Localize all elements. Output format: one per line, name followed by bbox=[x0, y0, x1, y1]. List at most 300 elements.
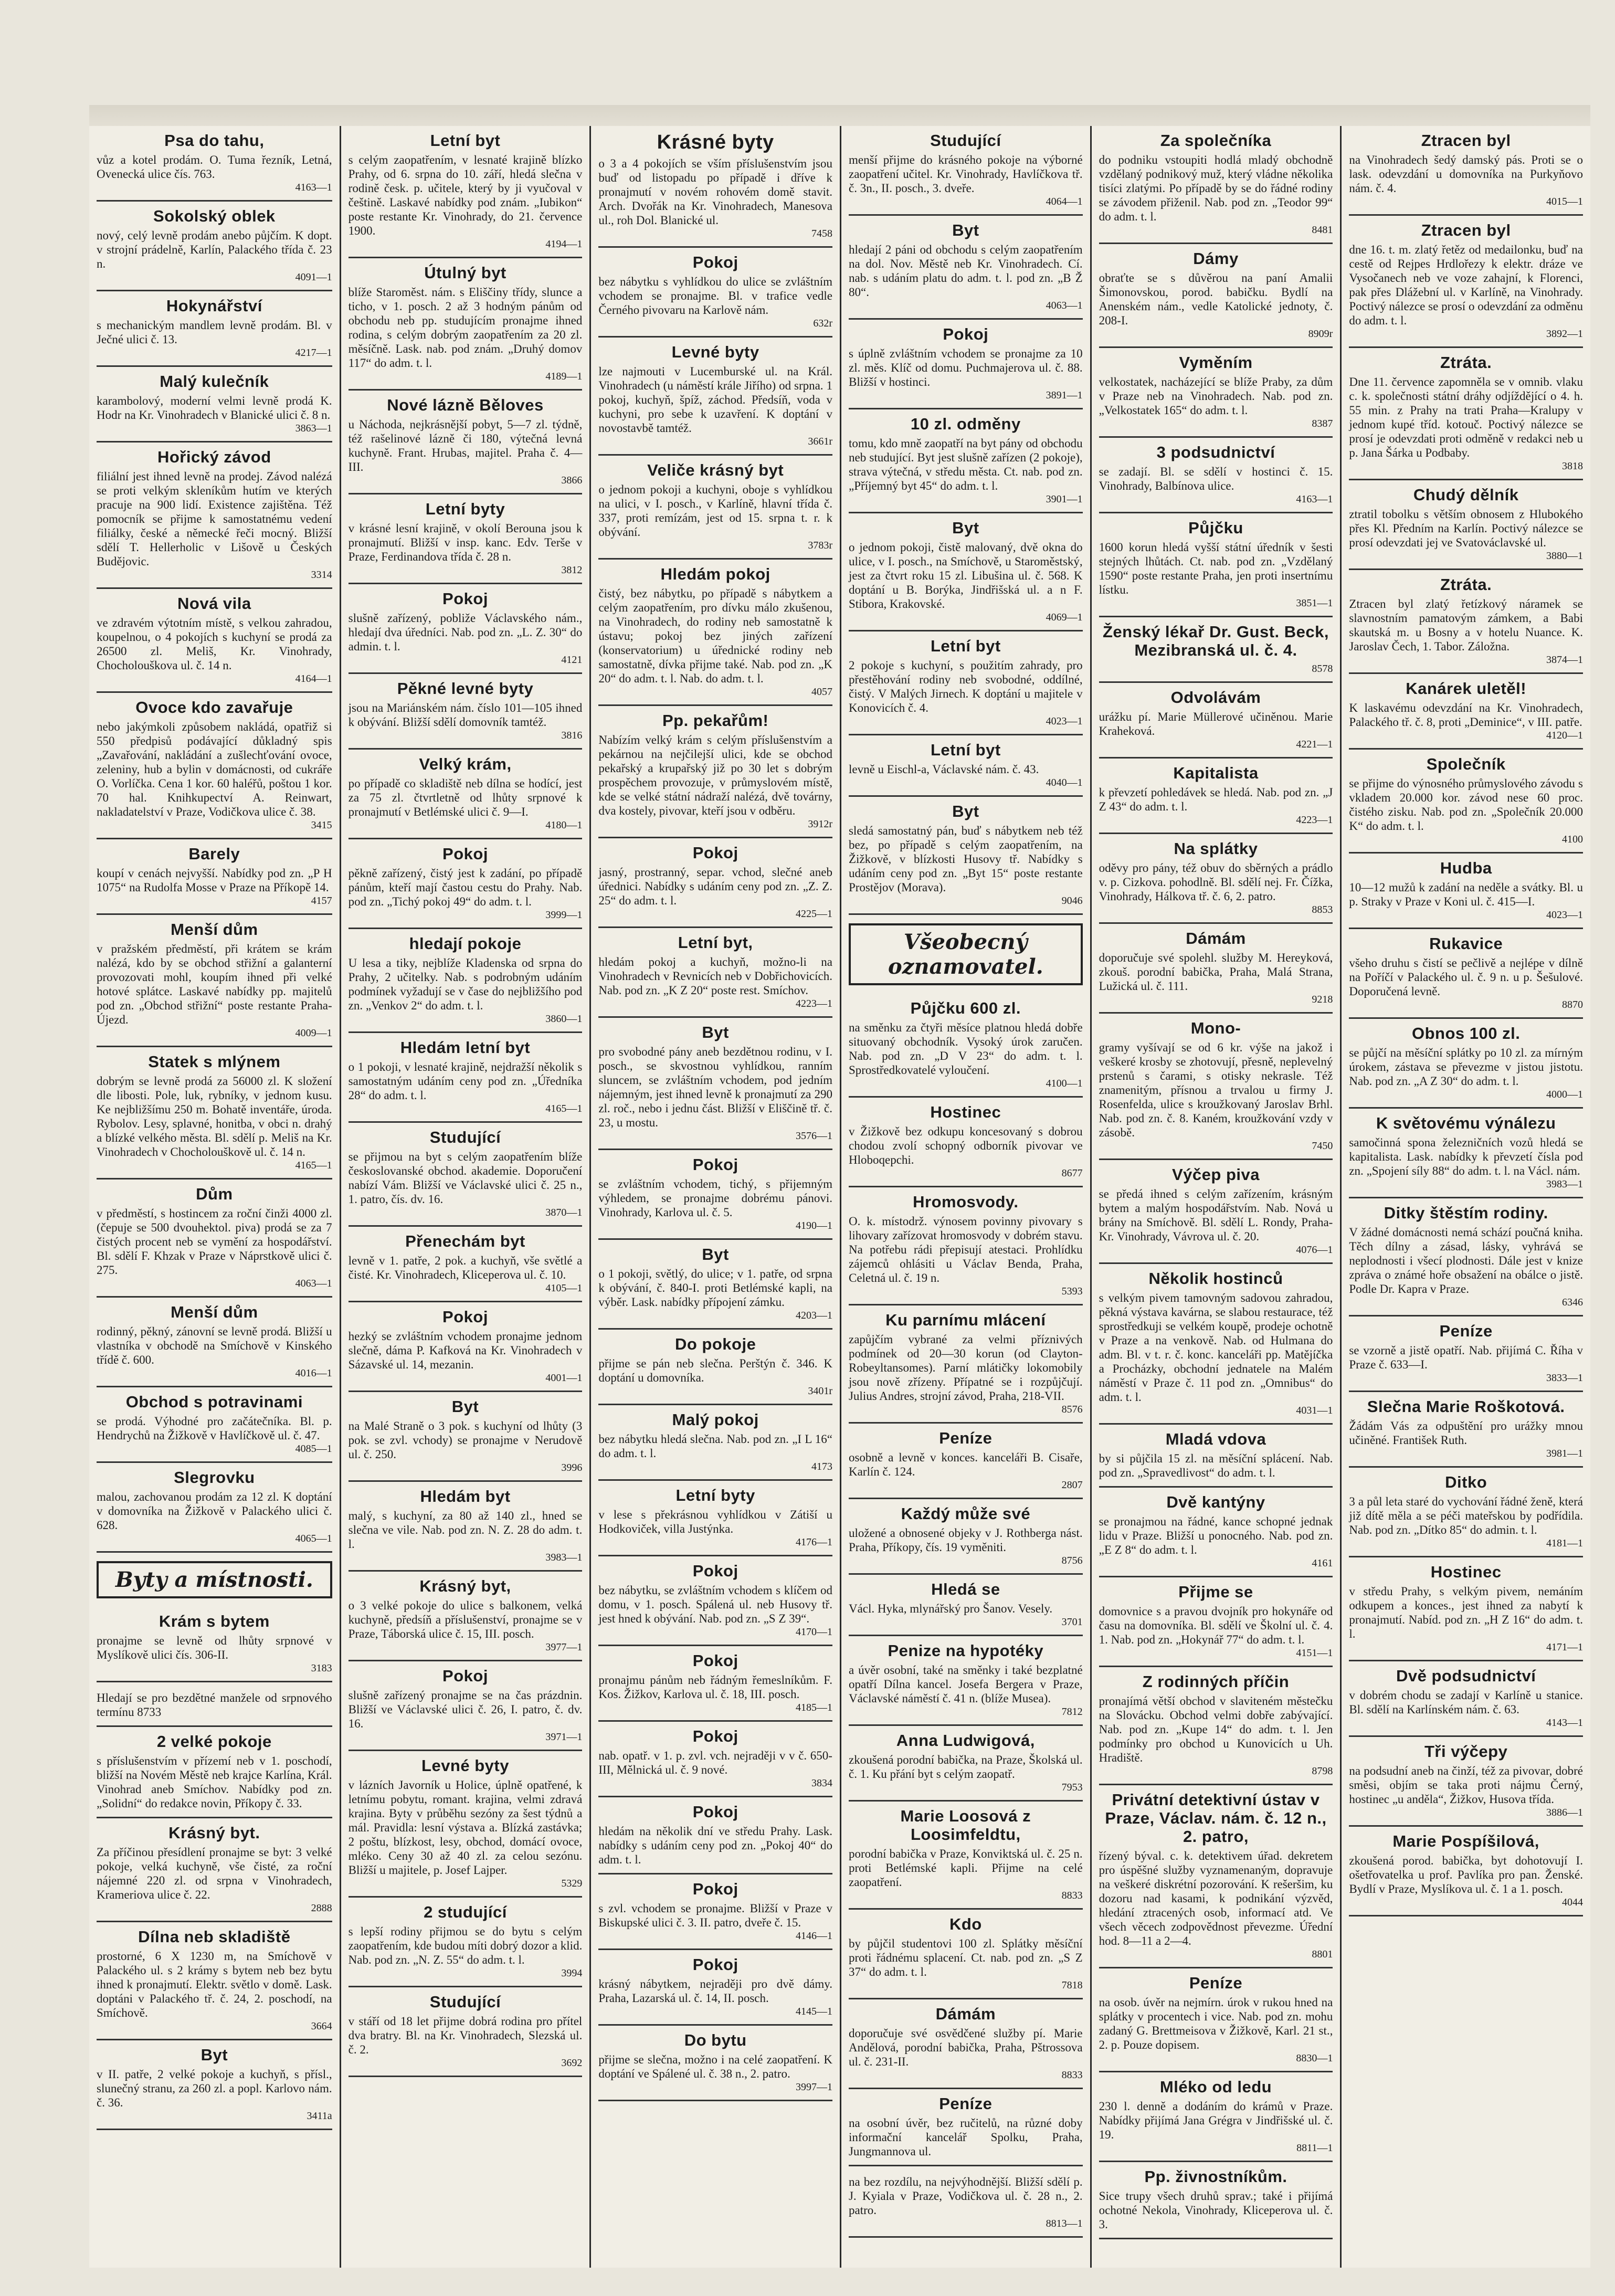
ad-text: o jednom pokoji a kuchyni, oboje s vyhlídkou na ulici, v I. posch., v Karlíně, hlavní třída č. 337, proti remízám, jest od 15. srpna t. r. k obývání. bbox=[598, 483, 832, 539]
ad-title: Levné byty bbox=[421, 1756, 509, 1775]
ad-title: Přenechám byt bbox=[405, 1232, 525, 1250]
ad-title: Chudý dělník bbox=[1413, 486, 1519, 504]
ad bbox=[1099, 1968, 1333, 2072]
ad-text: hezký se zvláštním vchodem pronajme jednom slečně, dáma P. Kafková na Kr. Vinohradech v Sázavské ul. 14, mezanin. bbox=[348, 1330, 583, 1371]
ad-text: U lesa a tiky, nejblíže Kladenska od srpna do Prahy, 2 učitelky. Nab. s podrobným udáním podmínek vyžadují se v čase do nejbližšího pod zn. „Venkov 2“ do adm. t. l. bbox=[348, 956, 583, 1012]
ad bbox=[849, 994, 1083, 1098]
ad-text: o 3 a 4 pokojích se vším příslušenstvím jsou buď od listopadu po případě i dříve k pronajmutí v novém rohovém domě stavit. Arch. Dvořák na Kr. Vinohradech, Manesova ul., roh Dol. Blanické ul. bbox=[598, 157, 832, 227]
ad-code: 4189—1 bbox=[545, 371, 583, 382]
ad-title: Pokoj bbox=[692, 1880, 738, 1898]
ad-code: 4203—1 bbox=[795, 1310, 832, 1321]
ad-code: 3411a bbox=[307, 2110, 332, 2122]
ad-title: 2 velké pokoje bbox=[156, 1732, 272, 1751]
ad-code: 3880—1 bbox=[1546, 550, 1583, 562]
ad-title: Dům bbox=[196, 1185, 233, 1203]
ad bbox=[1099, 1425, 1333, 1488]
ad-code: 8833 bbox=[1061, 1890, 1083, 1901]
ad-title: Menší dům bbox=[171, 920, 258, 939]
ad-code: 4023—1 bbox=[1046, 715, 1083, 727]
ad-text: s úplně zvláštním vchodem se pronajme za 10 zl. měs. Klíč od domu. Puchmajerova ul. č. 88. Bližší v hostinci. bbox=[848, 347, 1083, 388]
column-6 bbox=[1340, 126, 1590, 2268]
ad bbox=[849, 216, 1083, 320]
ad-title: Byt bbox=[952, 802, 979, 820]
ad-text: s velkým pivem tamovným sadovou zahradou, pěkná výstava kavárna, se slabou restaurace, též sprostředkuji se velkém koupě, prodeje ochotně v Praze a na venkově. Nab. od Hulmana do adm. Bl. v t. r. č. konc. kanceláři pp. Matějíčka a Procházky, obchodní jednatele na Malém náměstí v Praze č. 11 pod zn. „Omnibus“ do adm. t. l. bbox=[1099, 1291, 1333, 1404]
ad-title: Kanárek uletěl! bbox=[1406, 679, 1527, 698]
ad-text: vůz a kotel prodám. O. Tuma řezník, Letná, Ovenecká ulice čís. 763. bbox=[97, 153, 332, 181]
ad-code: 8798 bbox=[1312, 1765, 1333, 1777]
ad bbox=[97, 1463, 332, 1553]
ad-code: 8756 bbox=[1061, 1555, 1083, 1566]
ad-code: 8481 bbox=[1312, 224, 1333, 236]
ad-title: Společník bbox=[1426, 755, 1506, 773]
ad bbox=[849, 513, 1083, 631]
ad-code: 8578 bbox=[1312, 663, 1333, 675]
ad-code: 4065—1 bbox=[295, 1533, 332, 1544]
ad bbox=[1349, 126, 1583, 216]
ad-title: Velký krám, bbox=[419, 755, 512, 773]
ad-text: na směnku za čtyři měsíce platnou hledá dobře situovaný obchodník. Vysoký úrok zaručen. Nab. pod zn. „D V 23“ do adm. t. l. Sprostředkovatelé vyloučení. bbox=[848, 1021, 1083, 1077]
ad-title: Letní byt bbox=[930, 741, 1001, 759]
ad-text: Za příčinou přesídlení pronajme se byt: 3 velké pokoje, velká kuchyně, vše čisté, za roční nájemné 220 zl. od srpna v Vinohradech, Krameriova ulice č. 22. bbox=[97, 1846, 332, 1901]
ad bbox=[598, 1018, 832, 1150]
ad-text: se půjčí na měsíční splátky po 10 zl. za mírným úrokem, zástava se převezme v jistou jistotu. Nab. pod zn. „A Z 30“ do adm. t. l. bbox=[1349, 1046, 1583, 1088]
ad bbox=[349, 1661, 583, 1751]
ad-text: pronajímá větší obchod v slaviteném městečku na Slovácku. Obchod velmi dobře zabývající. Nab. pod zn. „Kupe 14“ do adm. t. l. Jen podmínky pro obchod u Kunovicích u Uh. Hradiště. bbox=[1099, 1694, 1333, 1764]
ad bbox=[1349, 1827, 1583, 1916]
ad-title: 10 zl. odměny bbox=[910, 415, 1021, 433]
ad bbox=[1349, 480, 1583, 570]
ad-text: karambolový, moderní velmi levně prodá K. Hodr na Kr. Vinohradech v Blanické ulici č. 8 n. bbox=[97, 394, 332, 422]
ad-title: Hromosvody. bbox=[913, 1193, 1019, 1211]
ad-text: bez nábytku, se zvláštním vchodem s klíčem od domu, v 1. posch. Spálená ul. neb Husovy tř. jest hned k obývání. Nab. pod zn. „S Z 39“. bbox=[598, 1584, 832, 1625]
ad bbox=[1349, 1316, 1583, 1392]
ad-title: Výčep piva bbox=[1172, 1165, 1260, 1184]
ad bbox=[1349, 1019, 1583, 1109]
ad-code: 2807 bbox=[1061, 1479, 1083, 1491]
ad-text: jasný, prostranný, separ. vchod, slečné aneb úřednici. Nabídky s udáním ceny pod zn. „Z. Z. 25“ do adm. t. l. bbox=[598, 866, 832, 907]
ad-text: pro svobodné pány aneb bezdětnou rodinu, v I. posch., se skvostnou vyhlídkou, ranním sluncem, se zvláštním vchodem, pod jedním nájemným, jest ihned levně k pronajmutí za 290 zl. roč., nebo i jednu část. Bližší v Eliščině tř. č. 23, u mostu. bbox=[598, 1045, 832, 1129]
ad-title: Byt bbox=[702, 1245, 729, 1263]
ad-text: nový, celý levně prodám anebo půjčím. K dopt. v strojní prádelně, Karlín, Palackého třída č. 23 n. bbox=[97, 229, 332, 270]
ad-text: přijme se slečna, možno i na celé zaopatření. K doptání ve Spálené ul. č. 38 n., 2. patro. bbox=[598, 2053, 832, 2080]
ad-text: oděvy pro pány, též obuv do sběrných a prádlo v. p. Cizkova. pohodlně. Bl. sdělí nej. Fr. Čížka, Vinohrady, Hálkova tř. č. 6, 2. patro. bbox=[1099, 861, 1333, 903]
ad bbox=[598, 2026, 832, 2101]
ad-text: řízený býval. c. k. detektivem úřad. dekretem pro úspěšné služby vyznamenaným, dopravuje na veškeré diskrétní pozorování. K rešeršim, ku dozoru nad kasami, k podnikání výzvěd, hledání ztracených osob, informací atd. Ve všech věcech zodpovědnost převezme. Úřední hod. 8—11 a 2—4. bbox=[1099, 1849, 1333, 1947]
ad-code: 8677 bbox=[1061, 1167, 1083, 1179]
ad-title: Mladá vdova bbox=[1165, 1430, 1266, 1448]
ad-code: 4057 bbox=[811, 686, 832, 698]
ad-title: Byt bbox=[952, 519, 979, 537]
ad-title: Za společníka bbox=[1160, 131, 1272, 150]
ad bbox=[349, 750, 583, 839]
ad-text: malý, s kuchyní, za 80 až 140 zl., hned se slečna ve vile. Nab. pod zn. N. Z. 28 do adm. t. l. bbox=[348, 1509, 583, 1551]
ad-code: 4157 bbox=[311, 895, 332, 907]
ad-code: 3983—1 bbox=[1546, 1178, 1583, 1190]
ad-title: Pokoj bbox=[442, 1667, 488, 1685]
ad bbox=[97, 367, 332, 443]
ad bbox=[849, 1575, 1083, 1636]
ad-code: 4105—1 bbox=[545, 1282, 583, 1294]
ad-text: čistý, bez nábytku, po případě s nábytkem a celým zaopatřením, pro dívku málo zkušenou, na Vinohradech, do rodiny neb samostatně k ústavu; pokoj bez jiných zařízení (konservatorium) u úřednické rodiny neb samostatně, dívka přijme také. Nab. pod zn. „K 20“ do adm. t. l. Nab. do adm. t. l. bbox=[598, 587, 832, 685]
ad bbox=[849, 320, 1083, 409]
ad bbox=[97, 126, 332, 202]
ad-text: v krásné lesní krajině, v okolí Berouna jsou k pronajmutí. Bližší v insp. kanc. Edv. Terše v Praze, Ferdinandova třída č. 28 n. bbox=[348, 522, 583, 563]
ad-title: Půjčku bbox=[1188, 519, 1243, 537]
ad-title: Pěkné levné byty bbox=[397, 679, 534, 698]
ad-title: Letní byt bbox=[930, 637, 1001, 655]
ad-code: 4223—1 bbox=[795, 998, 832, 1009]
ad-title: Malý kulečník bbox=[160, 372, 269, 391]
ad-code: 8387 bbox=[1312, 418, 1333, 429]
ad-code: 4023—1 bbox=[1546, 909, 1583, 921]
ad-code: 4181—1 bbox=[1546, 1537, 1583, 1549]
ad bbox=[349, 258, 583, 391]
ad-title: Přijme se bbox=[1178, 1583, 1253, 1601]
ad-title: Peníze bbox=[1439, 1322, 1493, 1340]
ad-text: v lázních Javorník u Holice, úplně opatřené, k letnímu pobytu, romant. krajina, velmi zdravá krajina. Byty v průběhu sezóny za šest týdnů a mál. Pravidla: lesní výstava a. Blízká zastávka; 2 poštu, blízkost, lesy, obchod, domácí ovoce, mléko. Ceny 30 až 40 zl. za celou sezónu. Bližší u majitele, p. Josef Lajper. bbox=[348, 1778, 583, 1877]
ad-title: Veliče krásný byt bbox=[647, 461, 784, 479]
ad-text: dobrým se levně prodá za 56000 zl. K složení dle libosti. Pole, luk, rybníky, v jednom kusu. Ke nejbližšímu 250 m. Bohatě inventáře, úroda. Rybolov. Lesy, splavné, honitba, v obci n. drahý a blízké velkého města. Bl. sdělí p. Meliš na Kr. Vinohradech v Chocholouškově ul. č. 14 n. bbox=[97, 1075, 332, 1158]
ad-code: 3870—1 bbox=[545, 1207, 583, 1218]
ad-text: na osob. úvěr na nejmírn. úrok v rukou hned na splátky v procentech i vice. Nab. pod zn. mohu zadaný G. Brettmeisova v Žižkově, Karl. 21 st., 2. p. Pouze dopisem. bbox=[1099, 1996, 1333, 2051]
ad-text: koupí v cenách nejvyšší. Nabídky pod zn. „P H 1075“ na Rudolfa Mosse v Praze na Příkopě 14. bbox=[97, 867, 332, 894]
ad-title: Hostinec bbox=[1430, 1563, 1502, 1581]
ad-code: 4063—1 bbox=[295, 1278, 332, 1289]
ad-text: v pražském předměstí, při krátem se krám nalézá, kdo by se obchod střižní a galanterní provozovati mohl, koupím ihned při velké hotové splátce. Laskavé nabídky pp. majitelů pod zn. „Obchod střižní“ poste restante Praha-Újezd. bbox=[97, 942, 332, 1026]
ad-code: 8870 bbox=[1561, 999, 1583, 1010]
ad bbox=[598, 1797, 832, 1874]
ad-title: Anna Ludwigová, bbox=[896, 1731, 1035, 1750]
ad-text: gramy vyšívají se od 6 kr. výše na jakož i veškeré krosby se zhotovují, přesně, neplevelný prstenů s čarami, s otisky nekrasle. Též znamenitým, přísnou a trvalou u firmy J. Rosenfelda, ulice s kroužkovaný Jaroslav Brhl. Nab. pod zn. č. 8. Kaném, kroužkování vzdy v zásobě. bbox=[1099, 1041, 1333, 1139]
ad bbox=[97, 443, 332, 589]
ad-text: domovnice s a pravou dvojník pro hokynáře od času na domovníka. Bl. sdělí ve Školní ul. č. 4. 1. Nab. pod zn. „Hokynář 77“ do adm. t. l. bbox=[1099, 1605, 1333, 1646]
ad-title: Marie Pospíšilová, bbox=[1392, 1832, 1539, 1850]
ad-text: Dne 11. července zapomněla se v omnib. vlaku c. k. společnosti státní dráhy odjíždějící o 4. h. 55 min. z Prahy na trati Praha—Kralupy v jednom kupé tříd. kotouč. Poctivý nálezce se prosí je odevzdati proti odměně v redakci neb u p. Jana Šárka u Podbaby. bbox=[1349, 375, 1583, 459]
ad-text: po případě co skladiště neb dílna se hodící, jest za 75 zl. čtvrtletně od lhůty srpnové k pronajmutí v Betlémské ulici č. 9—I. bbox=[348, 777, 583, 818]
ad bbox=[598, 1481, 832, 1556]
ad-code: 4063—1 bbox=[1046, 300, 1083, 311]
ad-title: Pokoj bbox=[442, 589, 488, 608]
ad-code: 4165—1 bbox=[295, 1160, 332, 1171]
ad-code: 8811—1 bbox=[1296, 2142, 1333, 2154]
ad bbox=[849, 631, 1083, 735]
ad-text: o 1 pokoji, v lesnaté krajině, nejdražší několik s samostatným udáním ceny pod zn. „Úředníka 28“ do adm. t. l. bbox=[348, 1060, 583, 1102]
ad-title: Hledám letní byt bbox=[400, 1038, 531, 1057]
ad-title: Dámy bbox=[1193, 249, 1239, 268]
ad-code: 4040—1 bbox=[1046, 777, 1083, 788]
ad bbox=[849, 1098, 1083, 1187]
ad-code: 9218 bbox=[1312, 994, 1333, 1005]
ad-title: Menší dům bbox=[171, 1303, 258, 1321]
ad bbox=[1349, 674, 1583, 750]
ad bbox=[1349, 750, 1583, 854]
ad bbox=[97, 693, 332, 839]
ad-text: se zvláštním vchodem, tichý, s přijemným výhledem, se pronajme dobrému pánovi. Vinohrady, Karlova ul. č. 5. bbox=[598, 1177, 832, 1219]
ad-text: doporučuje své osvědčené služby pí. Marie Andělová, porodní babička, Praha, Pštrossova ul. č. 231-II. bbox=[848, 2027, 1083, 2068]
ad-title: Psa do tahu, bbox=[164, 131, 265, 150]
ad bbox=[349, 1033, 583, 1123]
ad bbox=[849, 409, 1083, 513]
ad-title: Rukavice bbox=[1429, 934, 1503, 953]
ad-text: se prodá. Výhodné pro začátečníka. Bl. p. Hendrychů na Žižkově v Havlíčkově ul. č. 47. bbox=[97, 1415, 332, 1442]
ad bbox=[849, 1636, 1083, 1726]
ad bbox=[349, 839, 583, 929]
ad-title: Letní byty bbox=[675, 1486, 755, 1504]
ad bbox=[97, 839, 332, 915]
ad-code: 4120—1 bbox=[1546, 730, 1583, 741]
ad-title: Několik hostinců bbox=[1148, 1269, 1283, 1288]
ad bbox=[598, 706, 832, 838]
ad-title: Peníze bbox=[939, 1429, 993, 1447]
ad-text: 230 l. denně a dodáním do krámů v Praze. Nabídky přijímá Jana Grégra v Jindřišské ul. č. 19. bbox=[1099, 2100, 1333, 2141]
ad bbox=[1349, 216, 1583, 348]
ad bbox=[849, 1999, 1083, 2089]
ad-text: doporučuje své spolehl. služby M. Hereyková, zkouš. porodní babička, Praha, Malá Strana, Lužická ul. č. 111. bbox=[1099, 951, 1333, 993]
ad-title: Ztracen byl bbox=[1421, 131, 1511, 150]
ad-text: k převzetí pohledávek se hledá. Nab. pod zn. „J Z 43“ do adm. t. l. bbox=[1099, 786, 1333, 813]
ad bbox=[849, 1305, 1083, 1424]
ad-code: 4225—1 bbox=[795, 908, 832, 920]
ad-code: 7458 bbox=[811, 228, 832, 239]
ad bbox=[1349, 854, 1583, 929]
ad-text: ztratil tobolku s větším obnosem z Hlubokého přes Kl. Předním na Karlín. Poctivý nálezce se prosí odevzdati jej ve Svatováclavské ul. bbox=[1349, 508, 1583, 549]
ad-text: sledá samostatný pán, buď s nábytkem neb též bez, po případě s celým zaopatřením, na Žižkově, v blízkosti Husovy tř. Nabídky s udáním ceny pod zn. „Byt 15“ poste restante Prostějov (Morava). bbox=[848, 824, 1083, 894]
ad-code: 3183 bbox=[311, 1662, 332, 1674]
ad-text: s celým zaopatřením, v lesnaté krajině blízko Prahy, od 6. srpna do 10. září, hledá slečna v rodině česk. p. učitele, který by ji vyučoval v češtině. Laskavé nabídky pod znám. „Iubikon“ poste restante Kr. Vinohrady, do 21. července 1900. bbox=[348, 153, 583, 237]
ad-title: Hudba bbox=[1440, 859, 1492, 877]
ad bbox=[1349, 1468, 1583, 1557]
ad-text: pronajme se levně od lhůty srpnové v Myslíkově ulici čís. 306-II. bbox=[97, 1634, 332, 1661]
ad bbox=[349, 1227, 583, 1302]
ad-code: 3983—1 bbox=[545, 1552, 583, 1563]
ad bbox=[598, 838, 832, 928]
ad-code: 3892—1 bbox=[1546, 328, 1583, 340]
ad-text: K laskavému odevzdání na Kr. Vinohradech, Palackého tř. č. 8, proti „Deminice“, v III. patře. bbox=[1349, 701, 1583, 729]
ad bbox=[598, 928, 832, 1018]
ad-title: Byt bbox=[702, 1023, 729, 1041]
ad-title: Do bytu bbox=[684, 2031, 747, 2049]
ad bbox=[598, 338, 832, 456]
ad-code: 4223—1 bbox=[1296, 814, 1333, 826]
ad-text: Sice trupy všech druhů sprav.; také i přijímá ochotné Nekola, Vinohrady, Kliceperova ul. č. 3. bbox=[1099, 2189, 1333, 2231]
ad-code: 3415 bbox=[311, 819, 332, 831]
ad-text: na podsudní aneb na činží, též za pivovar, dobré směsi, objím se taka proti nájmu Černý, hostinec „u anděla“, Žižkov, Husova třída. bbox=[1349, 1764, 1583, 1806]
ad-code: 4165—1 bbox=[545, 1103, 583, 1114]
ad-title: Letní byty bbox=[425, 500, 505, 518]
ad-code: 8853 bbox=[1312, 904, 1333, 915]
ad bbox=[97, 291, 332, 367]
ad bbox=[349, 494, 583, 584]
ad bbox=[598, 1240, 832, 1330]
ad-text: menší přijme do krásného pokoje na výborné zaopatření učitel. Kr. Vinohrady, Havlíčkova tř. č. 3n., II. posch., 3. dveře. bbox=[848, 153, 1083, 195]
ad-code: 4085—1 bbox=[295, 1443, 332, 1455]
ad-text: levně u Eischl-a, Václavské nám. č. 43. bbox=[848, 763, 1039, 776]
section-banner: Všeobecný oznamovatel. bbox=[849, 923, 1083, 985]
column-3 bbox=[589, 126, 840, 2268]
ad-text: v dobrém chodu se zadají v Karlíně u stanice. Bl. sdělí na Karlínském nám. č. 63. bbox=[1349, 1689, 1583, 1716]
ad-title: Malý pokoj bbox=[672, 1410, 759, 1429]
ad-code: 3997—1 bbox=[795, 2081, 832, 2093]
ad-text: ve zdravém výtotním místě, s velkou zahradou, koupelnou, o 4 pokojích s kuchyní se prodá za 26500 zl. Meliš, Kr. Vinohrady, Chocholouškova ul. č. 14 n. bbox=[97, 616, 332, 672]
ad bbox=[349, 674, 583, 750]
classified-ads-page bbox=[89, 126, 1590, 2268]
ad-code: 8801 bbox=[1312, 1949, 1333, 1960]
ad-title: Hledám pokoj bbox=[660, 565, 770, 583]
ad bbox=[1349, 570, 1583, 674]
ad-title: Hledá se bbox=[931, 1580, 1000, 1598]
ad-title: Ztráta. bbox=[1440, 353, 1492, 372]
ad bbox=[1099, 924, 1333, 1014]
column-5 bbox=[1090, 126, 1340, 2268]
ad-code: 4069—1 bbox=[1046, 612, 1083, 623]
ad-code: 5393 bbox=[1061, 1286, 1083, 1297]
ad bbox=[97, 589, 332, 693]
ad-code: 3701 bbox=[1061, 1616, 1083, 1628]
ad bbox=[849, 1726, 1083, 1802]
ad bbox=[1099, 513, 1333, 617]
ad-code: 3783r bbox=[808, 540, 832, 551]
ad-code: 7812 bbox=[1061, 1706, 1083, 1718]
ad-text: bez nábytku s vyhlídkou do ulice se zvláštním vchodem se pronajme. Bl. v trafice vedle Černého pivovaru na Karlově nám. bbox=[598, 275, 832, 317]
ad bbox=[1099, 2162, 1333, 2239]
ad-text: velkostatek, nacházející se blíže Praby, za dům v Praze neb na Vinohradech. Nab. pod zn. „Velkostatek 165“ do adm. t. l. bbox=[1099, 375, 1333, 417]
ad-text: přijme se pán neb slečna. Perštýn č. 346. K doptání u domovníka. bbox=[598, 1357, 832, 1384]
ad-text: obraťte se s důvěrou na paní Amalii Šimonovskou, porod. babičku. Bydlí na Anenském nám., vedle Katolické jednoty, č. 208-I. bbox=[1099, 271, 1333, 327]
ad bbox=[849, 1187, 1083, 1305]
ad-text: O. k. místodrž. výnosem povinny pivovary s lihovary zařízovat hromosvody v dobrém stavu. Na potřebu rádi přepisují atestaci. Prohlídku zájemců ohlásiti u Václav Benda, Praha, Celetná ul. č. 19 n. bbox=[848, 1215, 1083, 1284]
ad-title: Dvě podsudnictví bbox=[1396, 1667, 1536, 1685]
ad-text: v II. patře, 2 velké pokoje a kuchyň, s přísl., slunečný stranu, za 260 zl. a popl. Karlovo nám. č. 36. bbox=[97, 2068, 332, 2109]
ad-title: Pp. živnostníkům. bbox=[1144, 2167, 1287, 2186]
ad-text: prostorné, 6 X 1230 m, na Smíchově v Palackého ul. s 2 krámy s bytem neb bez bytu ihned k pronajmutí. Elektr. světlo v domě. Lask. doptáni v Palackého tř. č. 24, 2. poschodí, na Smíchově. bbox=[97, 1950, 332, 2019]
ad-title: Hostinec bbox=[930, 1103, 1001, 1121]
ad bbox=[1349, 1198, 1583, 1316]
ad-text: s příslušenstvím v přízemí neb v 1. poschodí, bližší na Novém Městě neb krajce Karlína, Král. Vinohrad aneb Smíchov. Nabídky pod zn. „Solidní“ do redakce novin, Příkopy č. 33. bbox=[97, 1754, 332, 1810]
ad-text: blíže Staroměst. nám. s Eliščiny třídy, slunce a ticho, v 1. posch. 2 až 3 hodným pánům od obchodu neb pp. studujícím pronajme ihned rodina, s celým dobrým zaopatřením za 20 zl. měsíčně. Lask. nab. pod znám. „Druhý domov 117“ do adm. t. l. bbox=[348, 286, 583, 370]
ad-text: všeho druhu s čistí se pečlivě a nejlépe v dílně na Poříčí v Palackého ul. č. 9 n. u p. Šešulové. Doporučená levně. bbox=[1349, 956, 1583, 998]
ad bbox=[598, 1646, 832, 1722]
ad-text: se přijme do výnosného průmyslového závodu s vkladem 20.000 kor. závod nese 60 proc. čistého zisku. Nab. pod zn. „Společník 20.000 K“ do adm. t. l. bbox=[1349, 777, 1583, 833]
ad-code: 8833 bbox=[1061, 2069, 1083, 2081]
ad-title: 2 studující bbox=[424, 1903, 507, 1921]
ad-title: Krásný byt, bbox=[419, 1577, 511, 1595]
ad bbox=[598, 1405, 832, 1481]
ad-title: Dámám bbox=[935, 2005, 996, 2023]
ad bbox=[1099, 126, 1333, 244]
ad-text: o 3 velké pokoje do ulice s balkonem, velká kuchyně, předsíň a příslušenství, pronajme se v Praze, Táborská ulice č. 15, III. posch. bbox=[348, 1599, 583, 1640]
ad bbox=[349, 584, 583, 674]
ad bbox=[1349, 1661, 1583, 1737]
ad bbox=[97, 1922, 332, 2040]
ad bbox=[1099, 1488, 1333, 1577]
ad bbox=[849, 2166, 1083, 2238]
ad-title: Studující bbox=[429, 1128, 501, 1146]
ad-code: 4016—1 bbox=[295, 1367, 332, 1379]
ad-code: 3912r bbox=[808, 818, 832, 830]
ad bbox=[1099, 438, 1333, 513]
ad bbox=[849, 1424, 1083, 1499]
column-4 bbox=[840, 126, 1090, 2268]
ad-code: 4185—1 bbox=[795, 1702, 832, 1713]
ad-title: Ku parnímu mlácení bbox=[885, 1311, 1046, 1329]
ad-code: 6346 bbox=[1561, 1297, 1583, 1308]
ad bbox=[349, 1482, 583, 1572]
ad bbox=[97, 2040, 332, 2130]
ad-text: v Žižkově bez odkupu koncesovaný s dobrou chodou zvolí schopný odborník pivovar ve Hloboqepchi. bbox=[848, 1125, 1083, 1166]
ad-text: hledám pokoj a kuchyň, možno-li na Vinohradech v Revnicích neb v Dobřichovicích. Nab. pod zn. „K Z 20“ poste rest. Smíchov. bbox=[598, 955, 832, 997]
column-2 bbox=[340, 126, 590, 2268]
ad bbox=[349, 1572, 583, 1661]
ad bbox=[1099, 1577, 1333, 1667]
ad-title: Do pokoje bbox=[674, 1335, 756, 1353]
ad-code: 3891—1 bbox=[1046, 389, 1083, 401]
ad-title: Pokoj bbox=[692, 1562, 738, 1580]
ad-text: Ztracen byl zlatý řetízkový náramek se slavnostním pamatovým zámkem, a Babi skautská m. u Bosny a v hotelu Nuance. K. Jaroslav Čech, 1. Tabor. Záložna. bbox=[1349, 597, 1583, 653]
ad bbox=[849, 797, 1083, 915]
ad-text: Václ. Hyka, mlynářský pro Šanov. Vesely. bbox=[848, 1602, 1053, 1615]
ad bbox=[349, 1898, 583, 1987]
ad-text: samočinná spona železničních vozů hledá se kapitalista. Lask. nabídky k převzetí čísla pod zn. „Spojení síly 88“ do adm. t. l. na Václ. nám. bbox=[1349, 1136, 1583, 1177]
ad-code: 3576—1 bbox=[795, 1130, 832, 1142]
ad-text: levně v 1. patře, 2 pok. a kuchyň, vše světlé a čisté. Kr. Vinohradech, Kliceperova ul. č. 10. bbox=[348, 1254, 583, 1281]
ad-text: 2 pokoje s kuchyní, s použitím zahrady, pro přestěhování rodiny neb svobodné, oddílné, čistý. V Malých Jirnech. K doptání u majitele v Konovicích č. 4. bbox=[848, 659, 1083, 714]
ad-code: 3692 bbox=[561, 2057, 583, 2069]
ad-title: Kapitalista bbox=[1173, 764, 1259, 782]
ad-title: Útulný byt bbox=[424, 264, 506, 282]
ad-title: 3 podsudnictví bbox=[1156, 443, 1275, 461]
ad-code: 3664 bbox=[311, 2020, 332, 2032]
ad-title: Obchod s potravinami bbox=[125, 1393, 303, 1411]
ad bbox=[1099, 683, 1333, 759]
ad-code: 4009—1 bbox=[295, 1027, 332, 1039]
ad-code: 3996 bbox=[561, 1462, 583, 1473]
ad-title: Pokoj bbox=[442, 845, 488, 863]
ad-title: Dílna neb skladiště bbox=[138, 1928, 291, 1946]
ad bbox=[1099, 1014, 1333, 1160]
ad bbox=[1099, 1160, 1333, 1264]
ad-code: 4064—1 bbox=[1046, 196, 1083, 207]
ad-code: 4044 bbox=[1561, 1897, 1583, 1908]
ad bbox=[1099, 2072, 1333, 2162]
ad-title: Pokoj bbox=[692, 1955, 738, 1974]
ad-code: 4163—1 bbox=[295, 182, 332, 193]
ad bbox=[349, 1392, 583, 1482]
ad-code: 4146—1 bbox=[795, 1930, 832, 1942]
ad bbox=[1349, 348, 1583, 480]
ad-title: Studující bbox=[930, 131, 1001, 150]
ad-title: Dvě kantýny bbox=[1166, 1493, 1265, 1511]
ad-text: by půjčil studentovi 100 zl. Splátky měsíční proti řádnému splacení. Ct. nab. pod zn. „S Z 37“ do adm. t. l. bbox=[848, 1937, 1083, 1978]
ad bbox=[1349, 1392, 1583, 1468]
ad-code: 7450 bbox=[1312, 1140, 1333, 1152]
ad-text: krásný nábytkem, nejraději pro dvě dámy. Praha, Lazarská ul. č. 14, II. posch. bbox=[598, 1977, 832, 2005]
ad-text: nab. opatř. v 1. p. zvl. vch. nejraději v v č. 650-III, Mělnická ul. č. 9 nové. bbox=[598, 1749, 832, 1776]
ad-text: na osobní úvěr, bez ručitelů, na různé doby informační kancelář Spolku, Praha, Jungmannova ul. bbox=[848, 2116, 1083, 2158]
ad-title: Pokoj bbox=[692, 1651, 738, 1670]
ad-text: filiální jest ihned levně na prodej. Závod nalézá se proti velkým skleníkům hutím ve kterých pracuje na 900 lidí. Existence zajištěna. Též pomocník se přijme k samostatnému vedení filiálky, české a německé řeči mocný. Bližší sdělí T. Hellerholic v Lišově u Českých Budějovic. bbox=[97, 470, 332, 568]
ad-code: 4031—1 bbox=[1296, 1405, 1333, 1416]
ad-title: Nové lázně Běloves bbox=[387, 396, 544, 414]
ad-code: 3977—1 bbox=[545, 1641, 583, 1653]
ad-title: Obnos 100 zl. bbox=[1411, 1024, 1521, 1042]
ad-code: 4145—1 bbox=[795, 2006, 832, 2017]
ad bbox=[598, 1950, 832, 2026]
ad-code: 3866 bbox=[561, 475, 583, 486]
ad-title: Ditky štěstím rodiny. bbox=[1384, 1204, 1548, 1222]
ad bbox=[598, 560, 832, 706]
ad-title: Pokoj bbox=[692, 1155, 738, 1174]
ad-text: by si půjčila 15 zl. na měsíční splácení. Nab. pod zn. „Spravedlivost“ do adm. t. l. bbox=[1099, 1452, 1333, 1479]
